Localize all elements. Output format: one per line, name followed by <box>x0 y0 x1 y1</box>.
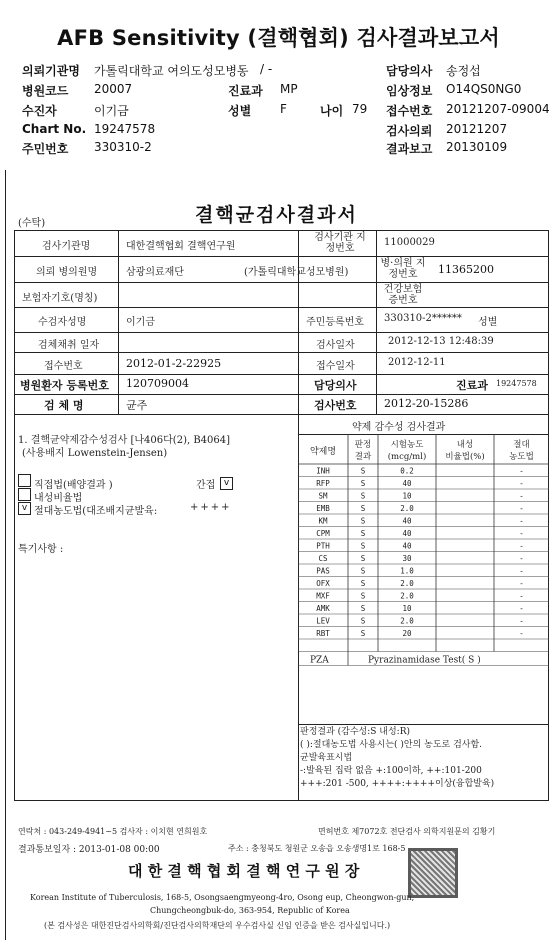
request-value: 20121207 <box>446 122 508 136</box>
table-cell: S <box>360 629 366 638</box>
req-hosp-value: 삼광의료재단 <box>126 267 184 278</box>
table-cell: CS <box>318 554 328 563</box>
age-label: 나이 <box>320 104 344 118</box>
table-header: 농도법 <box>509 452 534 462</box>
pza-label: PZA <box>310 655 329 666</box>
req-inst-label: 의뢰기관명 <box>22 64 80 78</box>
specimen-label: 검 체 명 <box>44 399 84 412</box>
form-top-mark: (수탁) <box>18 218 46 229</box>
acc-label: 접수번호 <box>44 361 83 372</box>
accession-label: 접수번호 <box>386 104 433 118</box>
org-name: 대 한 결 핵 협 회 결 핵 연 구 원 장 <box>128 862 360 880</box>
pza-result: Pyrazinamidase Test( S ) <box>368 655 481 666</box>
sex-value: F <box>280 102 287 116</box>
grid-line <box>118 230 119 414</box>
acc-date-value: 2012-12-11 <box>388 357 446 368</box>
table-header: 약제명 <box>309 447 337 457</box>
table-header: 시험농도 <box>390 440 424 450</box>
table-header: 절대 <box>513 440 530 450</box>
specimen-value: 균주 <box>126 399 148 412</box>
grid-line <box>14 307 549 308</box>
table-cell: 1.0 <box>400 566 414 576</box>
table-cell: S <box>360 554 366 563</box>
table-cell: 2.0 <box>400 504 414 513</box>
table-cell: S <box>360 591 366 601</box>
table-cell: - <box>519 504 524 513</box>
grid-line <box>14 230 15 800</box>
doctor-value: 송정섭 <box>446 64 481 78</box>
insurer-label: 보험자기호(명칭) <box>22 293 98 304</box>
table-cell: 20 <box>402 629 412 638</box>
patient-form-label: 수검자성명 <box>38 317 87 328</box>
table-cell: S <box>360 479 366 488</box>
sex-label: 성별 <box>228 104 252 118</box>
form-title: 결핵균검사결과서 <box>195 204 358 226</box>
table-cell: S <box>360 491 366 501</box>
collect-label: 검체채취 일자 <box>38 340 100 351</box>
table-cell: - <box>519 479 524 488</box>
contact-line: 연락처 : 043-249-4941~5 검사자 : 이치현 연희원호 <box>18 827 208 836</box>
report-value: 20130109 <box>446 140 508 154</box>
sex-form-label: 성별 <box>478 317 498 328</box>
absolute-label: 절대농도법(대조배지균발육: <box>34 506 158 517</box>
rrn-value: 330310-2 <box>94 140 152 154</box>
chart-value: 19247578 <box>94 122 156 136</box>
exam-date-label: 검사일자 <box>316 340 355 351</box>
table-cell: - <box>519 516 524 526</box>
table-cell: KM <box>318 516 328 526</box>
table-cell: - <box>519 554 524 563</box>
patient-label: 수진자 <box>22 104 57 118</box>
table-cell: S <box>360 516 366 526</box>
table-cell: RBT <box>316 629 330 638</box>
table-cell: SM <box>318 491 328 501</box>
table-cell: - <box>519 629 524 638</box>
patient-form-value: 이기금 <box>126 317 155 328</box>
table-header: 결과 <box>354 452 372 462</box>
table-cell: OFX <box>316 579 330 588</box>
address-line: 주소 : 충청북도 청원군 오송읍 오송생명1로 168-5 <box>228 844 406 853</box>
table-cell: 2.0 <box>400 579 414 588</box>
grid-line <box>14 282 549 283</box>
table-cell: 0.2 <box>400 466 414 476</box>
table-cell: 30 <box>402 554 412 563</box>
chart-label: Chart No. <box>22 122 87 136</box>
results-title: 약제 감수성 검사결과 <box>352 422 446 433</box>
results-table <box>298 434 549 684</box>
grid-line <box>14 256 549 257</box>
official-seal <box>408 848 458 898</box>
clinical-value: O14QS0NG0 <box>446 82 522 96</box>
legend-line: 균발육표시법 <box>300 753 353 763</box>
clinical-label: 임상정보 <box>386 84 433 98</box>
org-en-line-1: Korean Institute of Tuberculosis, 168-5, Osongsaengmyeong-4ro, Osong eup, Cheongwon-gun, <box>30 893 415 902</box>
table-cell: - <box>519 529 524 538</box>
absolute-checkbox: v <box>18 502 31 515</box>
acc-value: 2012-01-2-22925 <box>126 357 222 370</box>
grid-line <box>376 230 377 414</box>
req-inst-value: 가톨릭대학교 여의도성모병동 <box>94 64 249 78</box>
table-cell: - <box>519 616 524 626</box>
table-cell: AMK <box>316 604 330 613</box>
rrn-label: 주민번호 <box>22 142 69 156</box>
legend-line: +++:201 -500, ++++:++++이상(융합발육) <box>300 779 495 789</box>
grid-line <box>14 352 549 353</box>
legend-block <box>300 726 546 791</box>
grid-line <box>14 332 549 333</box>
req-hosp-label: 의뢰 병의원명 <box>36 267 98 278</box>
hosp-no-label: 병원환자 등록번호 <box>20 379 109 392</box>
legend-line: -:발육된 집락 없음 +:100이하, ++:101-200 <box>300 766 482 776</box>
exam-no-value: 2012-20-15286 <box>384 397 469 410</box>
table-cell: - <box>519 579 524 588</box>
ins-no-label: 건강보험 증번호 <box>383 284 423 306</box>
lab-value: 대한결핵협회 결핵연구원 <box>126 241 236 252</box>
acc-date-label: 접수일자 <box>316 361 355 372</box>
table-cell: EMB <box>316 504 330 513</box>
req-inst-extra: / - <box>260 62 273 76</box>
exam-date-value: 2012-12-13 12:48:39 <box>388 336 494 347</box>
hosp-code-value: 20007 <box>94 82 133 96</box>
proportion-label: 내성비율법 <box>34 493 83 504</box>
grid-line <box>14 414 549 415</box>
table-cell: RFP <box>316 479 330 488</box>
org-en-line-2: Chungcheongbuk-do, 363-954, Republic of Korea <box>150 906 350 915</box>
table-cell: MXF <box>316 591 330 601</box>
table-cell: 40 <box>402 479 412 488</box>
rrn-form-value: 330310-2****** <box>384 313 462 324</box>
table-header: 판정 <box>354 440 372 450</box>
lab-code-value: 11000029 <box>384 237 435 248</box>
dept-label: 진료과 <box>228 84 263 98</box>
table-cell: 40 <box>402 529 412 538</box>
rrn-form-label: 주민등록번호 <box>306 317 364 328</box>
table-cell: - <box>519 466 524 476</box>
table-cell: PTH <box>316 541 330 551</box>
remarks-label: 특기사항 : <box>18 544 64 555</box>
lab-code-label: 검사기관 지정번호 <box>314 232 366 254</box>
dept-form-label: 진료과 <box>456 379 488 392</box>
table-cell: 2.0 <box>400 616 414 626</box>
age-value: 79 <box>352 102 368 116</box>
request-label: 검사의뢰 <box>386 124 433 138</box>
hosp-code-label: 병원코드 <box>22 84 69 98</box>
grid-line <box>298 724 549 725</box>
table-cell: 40 <box>402 516 412 526</box>
table-cell: S <box>360 466 366 476</box>
exam-no-label: 검사번호 <box>314 399 357 412</box>
table-cell: - <box>519 566 524 576</box>
table-cell: S <box>360 566 366 576</box>
table-cell: S <box>360 579 366 588</box>
table-cell: INH <box>316 466 330 476</box>
table-cell: 40 <box>402 541 412 551</box>
direct-label: 직접법(배양결과 ) <box>34 480 113 491</box>
method-title: 1. 결핵균약제감수성검사 [나406다(2), B4064] <box>18 435 231 446</box>
hosp-no-value: 120709004 <box>126 377 189 390</box>
grid-line <box>14 374 549 375</box>
patient-value: 이기금 <box>94 104 129 118</box>
table-cell: - <box>519 591 524 601</box>
grid-line <box>14 230 549 231</box>
report-date-line: 결과통보일자 : 2013-01-08 00:00 <box>18 845 160 855</box>
table-header: (mcg/ml) <box>387 452 427 462</box>
doctor-form-label: 담당의사 <box>314 379 357 392</box>
table-cell: - <box>519 491 524 501</box>
legend-line: ( ):절대농도법 사용시는( )안의 농도로 검사함. <box>300 740 483 750</box>
table-cell: 10 <box>402 604 412 613</box>
lab-label: 검사기관명 <box>42 241 91 252</box>
method-sub: (사용배지 Lowenstein-Jensen) <box>22 448 168 459</box>
grid-line <box>14 394 549 395</box>
table-cell: - <box>519 604 524 613</box>
table-cell: S <box>360 504 366 513</box>
dept-form-value: 19247578 <box>496 379 537 388</box>
req-code-value: 11365200 <box>438 263 494 276</box>
grid-line <box>14 800 549 801</box>
table-cell: S <box>360 541 366 551</box>
table-cell: S <box>360 604 366 613</box>
report-title: AFB Sensitivity (결핵협회) 검사결과보고서 <box>57 26 500 50</box>
dept-value: MP <box>280 82 298 96</box>
proportion-checkbox <box>18 488 31 501</box>
table-cell: - <box>519 541 524 551</box>
report-label: 결과보고 <box>386 142 433 156</box>
table-header: 내성 <box>456 440 474 450</box>
license-line: 면허번호 제7072호 전단검사 의학지원문의 김황기 <box>318 827 496 836</box>
table-cell: CPM <box>316 529 330 538</box>
table-cell: 10 <box>402 491 412 501</box>
indirect-label: 간접 <box>196 480 216 491</box>
table-cell: S <box>360 529 366 538</box>
legend-line: 판정결과 (감수성:S 내성:R) <box>300 727 410 737</box>
table-header: 비율법(%) <box>445 452 485 462</box>
table-cell: S <box>360 616 366 626</box>
accession-value: 20121207-09004 <box>446 102 550 116</box>
indirect-checkbox: v <box>220 477 233 490</box>
req-code-label: 병·의원 지정번호 <box>380 258 426 280</box>
table-cell: LEV <box>316 616 330 626</box>
accreditation-note: (본 검사성은 대한진단검사의학회/진단검사의학재단의 우수검사실 신임 인증을 받은 검사실입니다.) <box>44 921 391 930</box>
table-cell: 2.0 <box>400 591 414 601</box>
table-cell: PAS <box>316 566 330 576</box>
direct-checkbox <box>18 474 31 487</box>
absolute-value: ++++ <box>190 502 232 513</box>
doctor-label: 담당의사 <box>386 64 433 78</box>
req-hosp-note: (가톨릭대학교성모병원) <box>244 267 349 278</box>
